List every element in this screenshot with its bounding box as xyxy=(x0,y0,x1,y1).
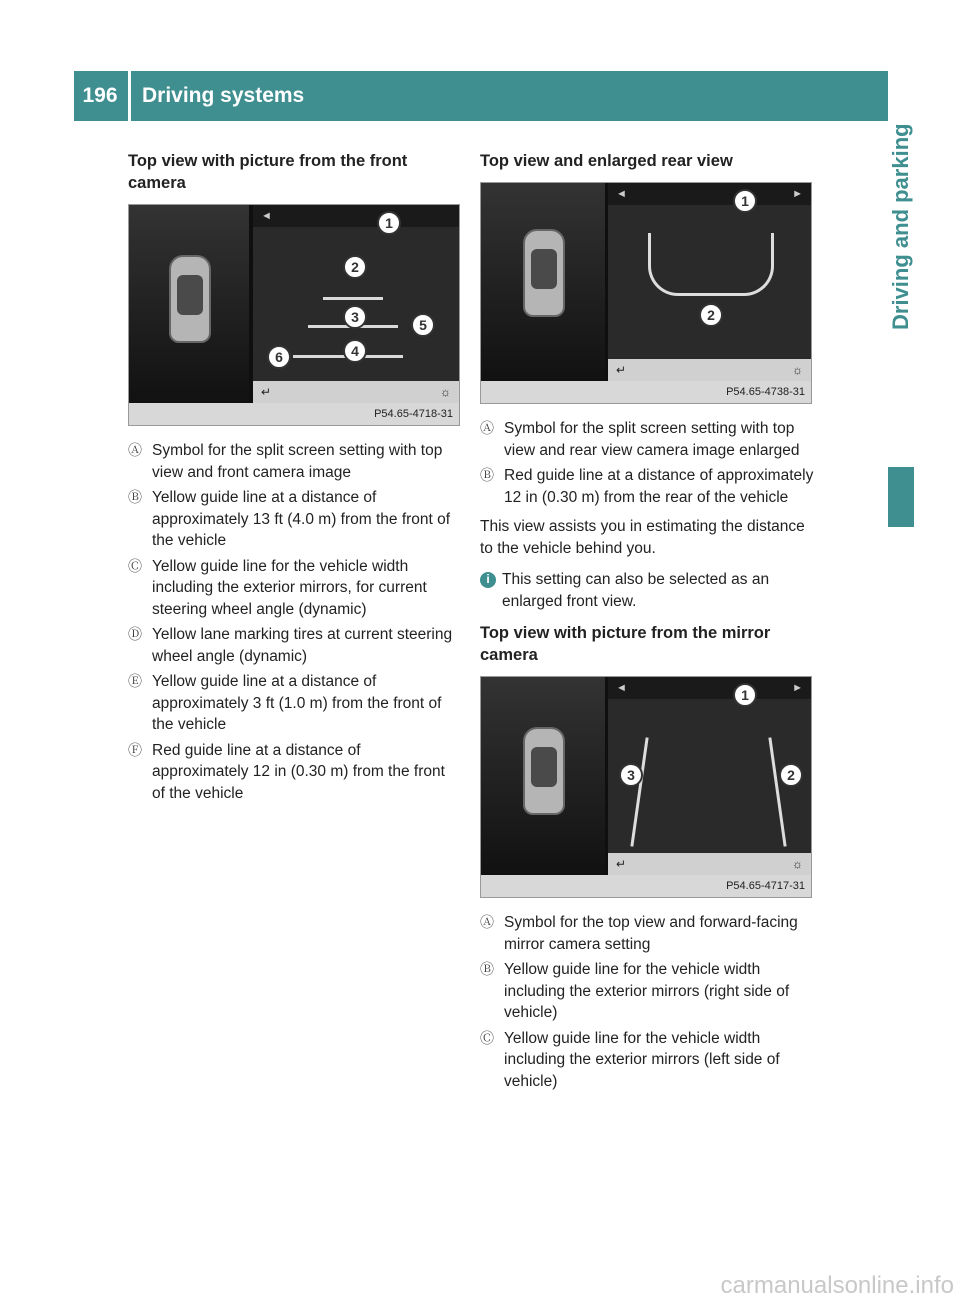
screen-top-bar xyxy=(608,677,811,699)
screen-top-bar xyxy=(608,183,811,205)
figure-code: P54.65-4717-31 xyxy=(481,875,811,897)
back-icon: ↵ xyxy=(261,385,272,399)
callout-2: 2 xyxy=(779,763,803,787)
callout-1: 1 xyxy=(733,683,757,707)
list-item xyxy=(480,912,815,955)
callout-6: 6 xyxy=(267,345,291,369)
front-camera-figure xyxy=(128,204,460,426)
right-arrow-icon: ► xyxy=(792,682,803,694)
right-heading-1: Top view and enlarged rear view xyxy=(480,152,733,170)
item-marker: Ⓑ xyxy=(480,961,494,977)
screen-top-bar xyxy=(253,205,459,227)
back-icon: ↵ xyxy=(616,363,627,377)
list-item xyxy=(480,418,815,461)
left-arrow-icon: ◄ xyxy=(616,682,627,694)
rear-camera-figure xyxy=(480,182,812,404)
list-item xyxy=(128,671,460,736)
guide-line-right xyxy=(768,737,786,846)
left-heading: Top view with picture from the front camera xyxy=(128,152,408,192)
section-title: Driving systems xyxy=(142,84,305,107)
item-marker: Ⓑ xyxy=(480,467,494,483)
left-column xyxy=(128,150,460,808)
figure-code: P54.65-4738-31 xyxy=(481,381,811,403)
item-marker: Ⓕ xyxy=(128,741,142,758)
left-item-list xyxy=(128,440,460,804)
item-marker: Ⓒ xyxy=(480,1029,494,1046)
vehicle-top-view xyxy=(523,229,565,317)
front-camera-pane xyxy=(253,205,459,403)
right-column xyxy=(480,150,815,1096)
chapter-tab-marker xyxy=(888,467,914,527)
item-marker: Ⓐ xyxy=(480,914,494,930)
item-marker: Ⓓ xyxy=(128,626,142,642)
watermark: carmanualsonline.info xyxy=(720,1272,954,1299)
callout-1: 1 xyxy=(377,211,401,235)
item-marker: Ⓐ xyxy=(480,420,494,436)
info-icon: i xyxy=(480,572,496,588)
right1-item-list xyxy=(480,418,815,508)
item-marker: Ⓔ xyxy=(128,673,142,689)
top-view-pane xyxy=(481,183,605,381)
list-item xyxy=(128,487,460,552)
list-item xyxy=(480,465,815,508)
item-text: Yellow guide line at a distance of approximately 3 ft (1.0 m) from the front of the vehicle xyxy=(152,673,442,733)
guide-line-far xyxy=(323,297,383,300)
mirror-camera-figure xyxy=(480,676,812,898)
item-text: Symbol for the top view and forward-facing mirror camera setting xyxy=(504,914,798,953)
callout-3: 3 xyxy=(619,763,643,787)
right-heading-2: Top view with picture from the mirror camera xyxy=(480,624,771,664)
item-text: Red guide line at a distance of approximately 12 in (0.30 m) from the rear of the vehicle xyxy=(504,467,814,506)
item-text: Yellow guide line for the vehicle width including the exterior mirrors (right side of vehicle) xyxy=(504,961,790,1021)
guide-line-left xyxy=(630,737,648,846)
item-marker: Ⓐ xyxy=(128,442,142,458)
brightness-icon: ☼ xyxy=(792,363,803,377)
item-text: Yellow guide line at a distance of approximately 13 ft (4.0 m) from the front of the vehicle xyxy=(152,489,451,549)
vehicle-top-view xyxy=(169,255,211,343)
figure-code: P54.65-4718-31 xyxy=(129,403,459,425)
list-item xyxy=(128,624,460,667)
item-text: Symbol for the split screen setting with top view and front camera image xyxy=(152,442,443,481)
item-marker: Ⓒ xyxy=(128,557,142,574)
brightness-icon: ☼ xyxy=(792,857,803,871)
left-arrow-icon: ◄ xyxy=(616,188,627,200)
rear-bumper-guide xyxy=(648,233,774,296)
item-text: Yellow lane marking tires at current steering wheel angle (dynamic) xyxy=(152,626,453,665)
list-item xyxy=(128,740,460,805)
callout-2: 2 xyxy=(343,255,367,279)
screen-bottom-bar xyxy=(608,853,811,875)
top-view-pane xyxy=(129,205,249,403)
left-arrow-icon: ◄ xyxy=(261,210,272,222)
item-text: Symbol for the split screen setting with top view and rear view camera image enlarged xyxy=(504,420,800,459)
callout-2: 2 xyxy=(699,303,723,327)
header-separator xyxy=(128,71,131,121)
top-view-pane xyxy=(481,677,605,875)
page-header xyxy=(74,71,888,121)
screen-bottom-bar xyxy=(253,381,459,403)
page-number: 196 xyxy=(82,84,118,107)
back-icon: ↵ xyxy=(616,857,627,871)
list-item xyxy=(128,440,460,483)
brightness-icon: ☼ xyxy=(440,385,451,399)
item-text: Yellow guide line for the vehicle width including the exterior mirrors (left side of vehicle) xyxy=(504,1029,780,1090)
callout-3: 3 xyxy=(343,305,367,329)
info-note xyxy=(480,569,815,612)
item-text: Yellow guide line for the vehicle width including the exterior mirrors, for current steering wheel angle (dynamic) xyxy=(152,557,427,618)
list-item xyxy=(128,556,460,621)
screen-bottom-bar xyxy=(608,359,811,381)
info-text: This setting can also be selected as an enlarged front view. xyxy=(502,571,770,610)
vehicle-top-view xyxy=(523,727,565,815)
body-paragraph: This view assists you in estimating the distance to the vehicle behind you. xyxy=(480,518,805,557)
callout-5: 5 xyxy=(411,313,435,337)
callout-4: 4 xyxy=(343,339,367,363)
right2-item-list xyxy=(480,912,815,1092)
item-marker: Ⓑ xyxy=(128,489,142,505)
right-arrow-icon: ► xyxy=(792,188,803,200)
list-item xyxy=(480,1028,815,1093)
rear-camera-pane xyxy=(608,183,811,381)
callout-1: 1 xyxy=(733,189,757,213)
chapter-tab-label: Driving and parking xyxy=(888,123,913,330)
item-text: Red guide line at a distance of approximately 12 in (0.30 m) from the front of the vehicle xyxy=(152,741,445,802)
list-item xyxy=(480,959,815,1024)
